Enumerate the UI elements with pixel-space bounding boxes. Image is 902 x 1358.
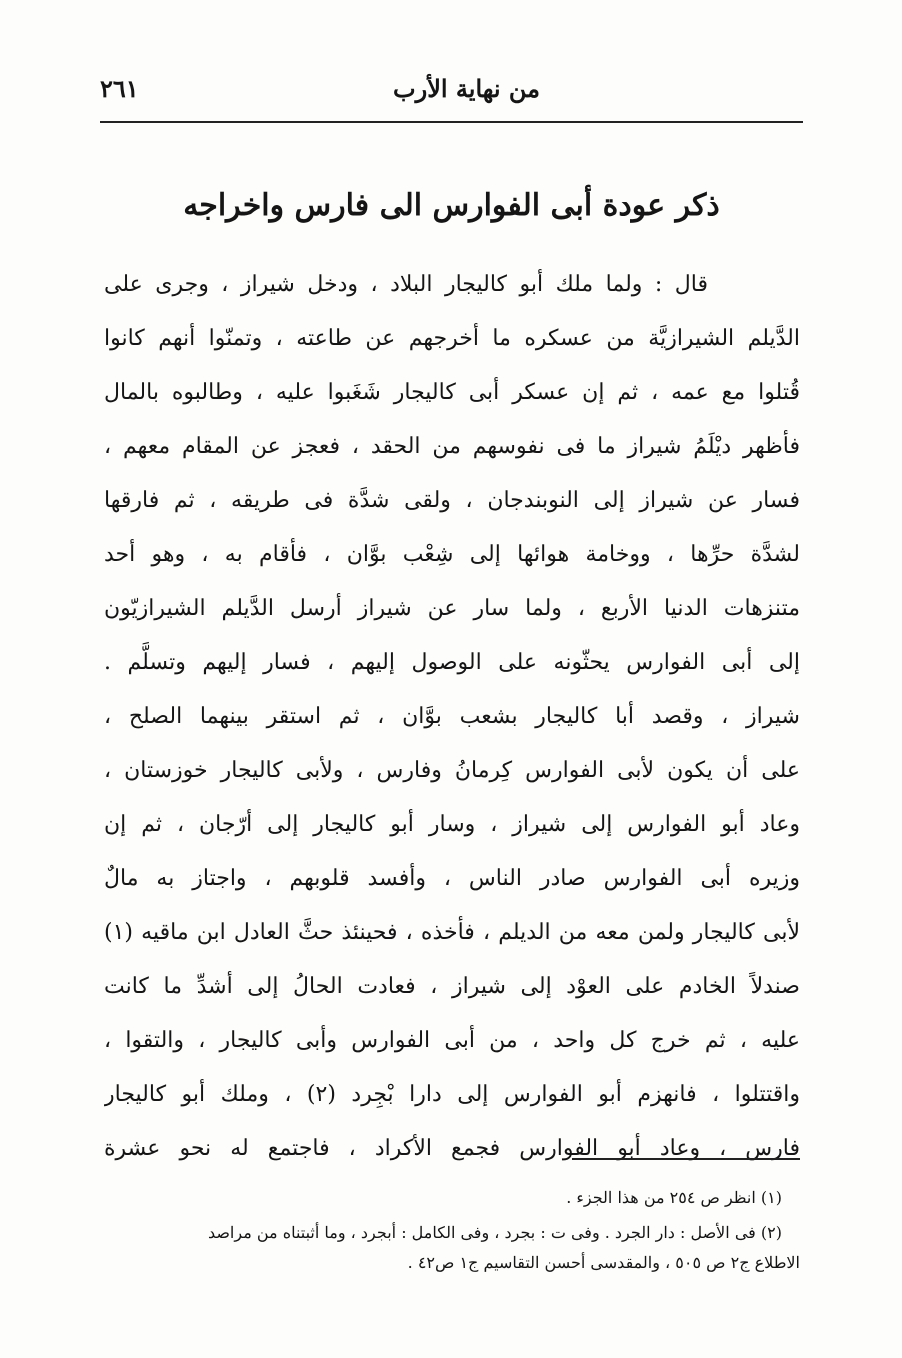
text-line: على أن يكون لأبى الفوارس كِرمانُ وفارس ، ولأبى كاليجار خوزستان ، <box>104 758 800 783</box>
text-line: صندلاً الخادم على العوْد إلى شيراز ، فعادت الحالُ إلى أشدِّ ما كانت <box>104 974 800 999</box>
running-title: من نهاية الأرب <box>393 74 540 103</box>
text-line: وزيره أبى الفوارس صادر الناس ، وأفسد قلوبهم ، واجتاز به مالٌ <box>104 866 800 891</box>
text-line: قُتلوا مع عمه ، ثم إن عسكر أبى كاليجار شَغَبوا عليه ، وطالبوه بالمال <box>104 380 800 405</box>
text-line: لأبى كاليجار ولمن معه من الديلم ، فأخذه ، فحينئذ حثَّ العادل ابن ماقيه (١) <box>104 920 800 945</box>
footnote-2: (٢) فى الأصل : دار الجرد . وفى ت : بجرد ، وفى الكامل : أبجرد ، وما أثبتناه من مراصد <box>207 1223 782 1242</box>
text-line: شيراز ، وقصد أبا كاليجار بشعب بوَّان ، ثم استقر بينهما الصلح ، <box>104 704 800 729</box>
text-line: واقتتلوا ، فانهزم أبو الفوارس إلى دارا بْجِرد (٢) ، وملك أبو كاليجار <box>104 1082 800 1107</box>
text-line: متنزهات الدنيا الأربع ، ولما سار عن شيراز أرسل الدَّيلم الشيرازيّون <box>104 596 800 621</box>
text-line: فسار عن شيراز إلى النوبندجان ، ولقى شدَّة فى طريقه ، ثم فارقها <box>104 488 800 513</box>
footnote-rule <box>572 1158 800 1160</box>
text-line: الدَّيلم الشيرازيَّة من عسكره ما أخرجهم عن طاعته ، وتمنّوا أنهم كانوا <box>104 326 800 351</box>
text-line: فأظهر ديْلَمُ شيراز ما فى نفوسهم من الحقد ، فعجز عن المقام معهم ، <box>104 434 800 459</box>
footnote-2-continued: الاطلاع ج٢ ص ٥٠٥ ، والمقدسى أحسن التقاسيم ج١ ص٤٢ . <box>407 1253 800 1272</box>
page-number: ٢٦١ <box>100 74 139 103</box>
text-line: لشدَّة حرِّها ، ووخامة هوائها إلى شِعْب بوَّان ، فأقام به ، وهو أحد <box>104 542 800 567</box>
footnote-1: (١) انظر ص ٢٥٤ من هذا الجزء . <box>566 1188 782 1207</box>
running-header <box>100 70 800 120</box>
text-line: قال : ولما ملك أبو كاليجار البلاد ، ودخل شيراز ، وجرى على <box>104 272 708 297</box>
text-line: عليه ، ثم خرج كل واحد ، من أبى الفوارس وأبى كاليجار ، والتقوا ، <box>104 1028 800 1053</box>
text-line: إلى أبى الفوارس يحثّونه على الوصول إليهم ، فسار إليهم وتسلَّم . <box>104 650 800 675</box>
header-rule <box>100 121 803 123</box>
text-line: فارس ، وعاد أبو الفوارس فجمع الأكراد ، فاجتمع له نحو عشرة <box>104 1136 800 1161</box>
footnotes <box>104 1178 800 1278</box>
text-line: وعاد أبو الفوارس إلى شيراز ، وسار أبو كاليجار إلى أرّجان ، ثم إن <box>104 812 800 837</box>
section-title: ذكر عودة أبى الفوارس الى فارس واخراجه <box>183 188 720 223</box>
body-text <box>104 258 800 1176</box>
